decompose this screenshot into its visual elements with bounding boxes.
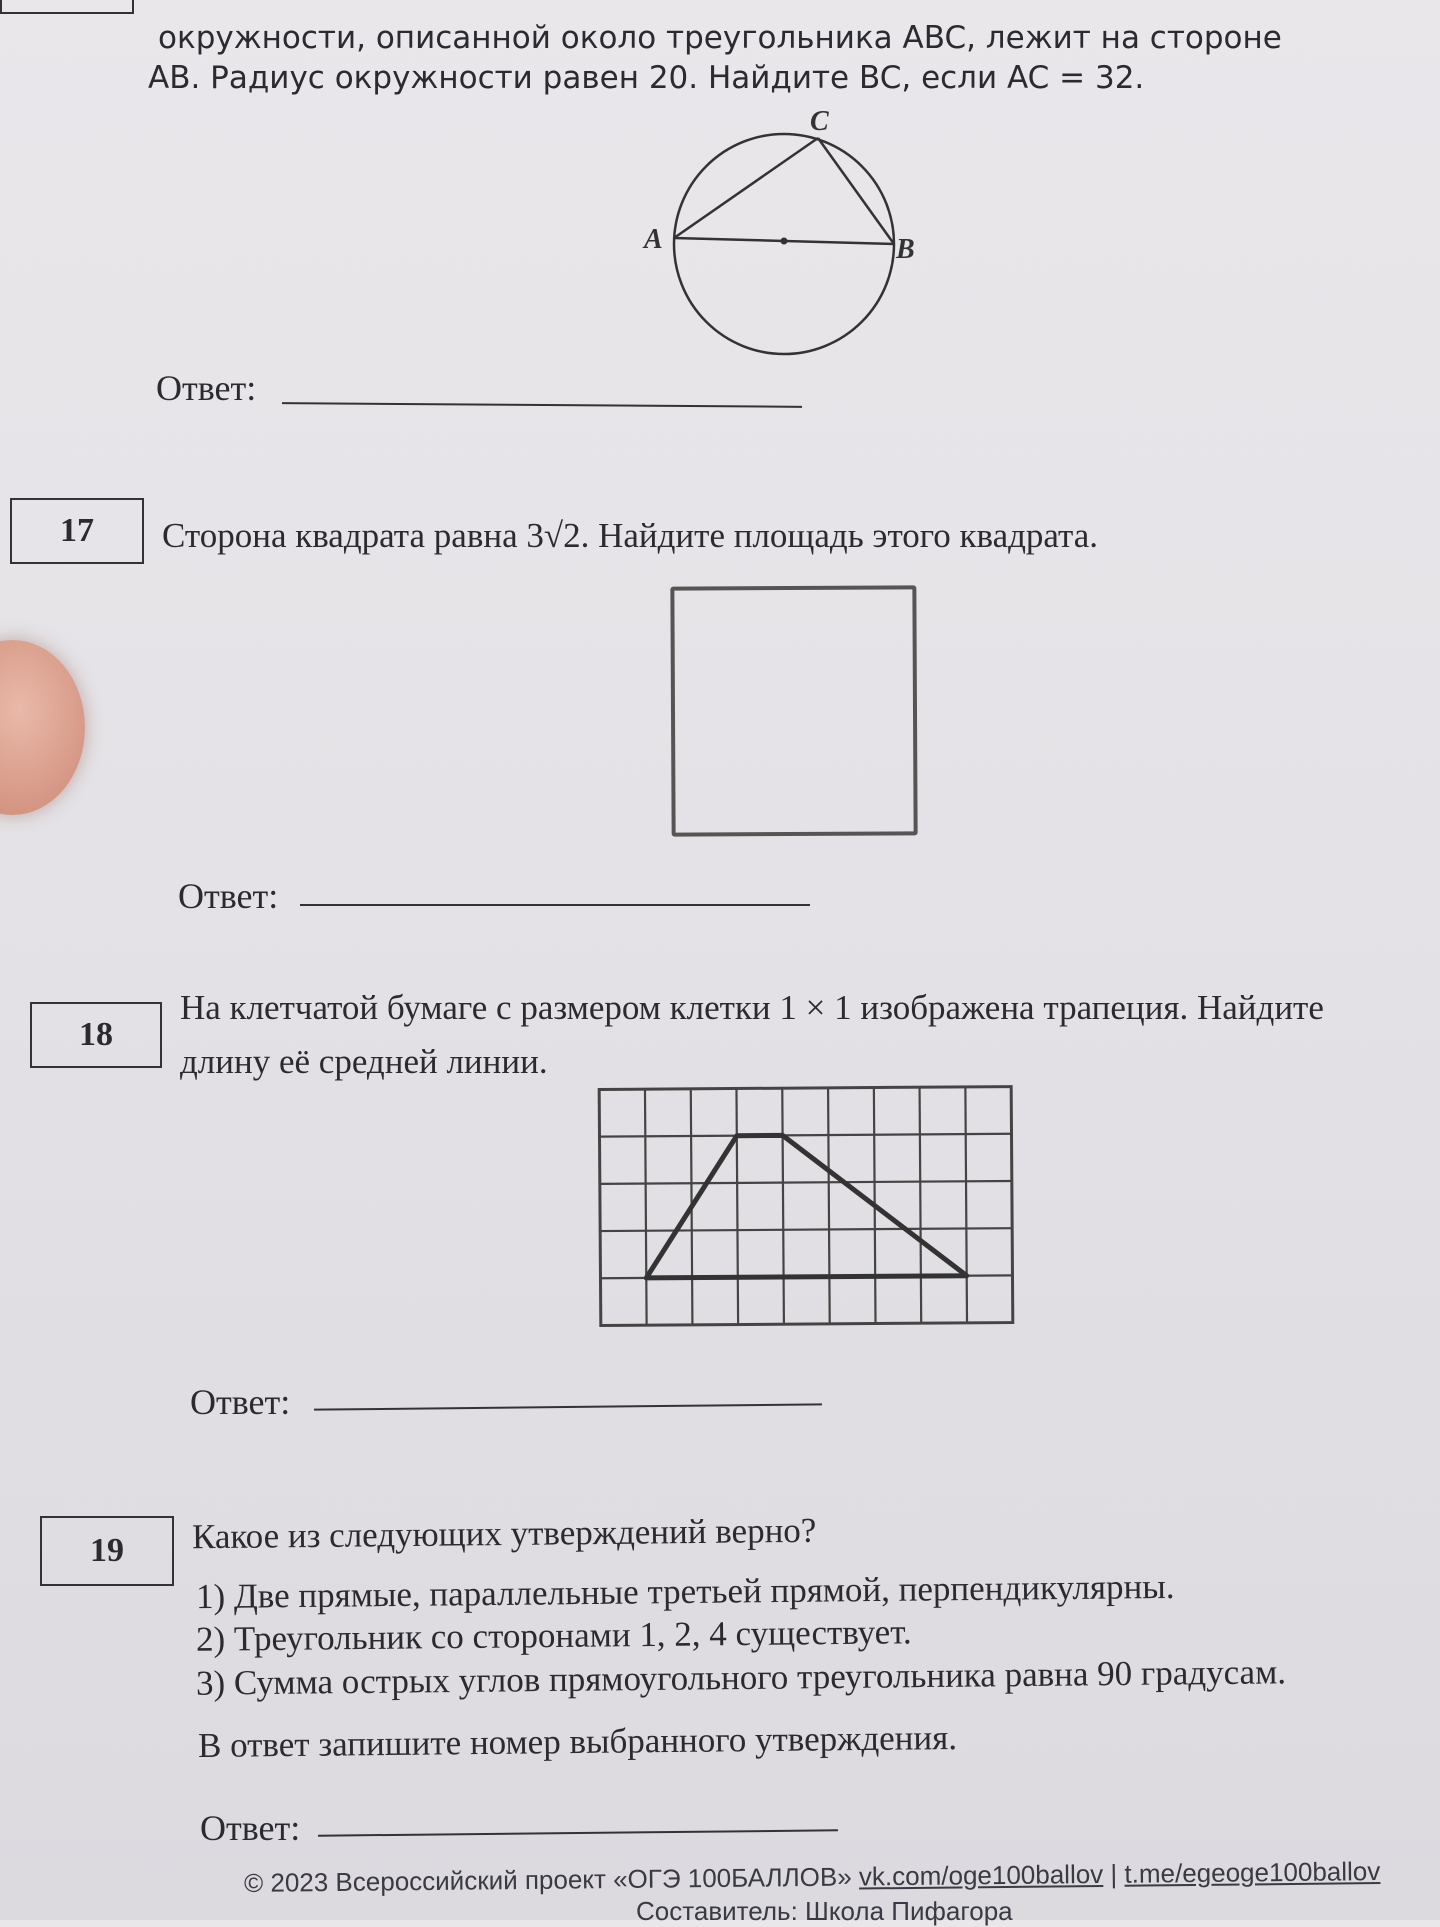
q16-answer-line[interactable] [282, 402, 802, 408]
q19-answer-label: Ответ: [200, 1808, 301, 1848]
q19-option-2: 2) Треугольник со сторонами 1, 2, 4 существует. [195, 1612, 912, 1659]
q18-answer-line[interactable] [314, 1403, 822, 1410]
finger [0, 640, 85, 815]
footer-line2: Составитель: Школа Пифагора [636, 1896, 1013, 1926]
q19-number-box: 19 [40, 1516, 174, 1586]
q18-number-box: 18 [30, 1002, 162, 1068]
prev-number-box [0, 0, 134, 14]
q19-option-3: 3) Сумма острых углов прямоугольного треугольника равна 90 градусам. [195, 1652, 1287, 1703]
label-a: A [644, 224, 663, 255]
footer-separator: | [1110, 1858, 1118, 1889]
q17-answer-label: Ответ: [178, 876, 279, 916]
q19-instruction: В ответ запишите номер выбранного утверждения. [197, 1718, 958, 1765]
q16-answer-label: Ответ: [156, 368, 257, 408]
q17-answer-line[interactable] [300, 904, 810, 906]
q17-number-box: 17 [10, 498, 144, 564]
q19-question: Какое из следующих утверждений верно? [191, 1510, 817, 1557]
q16-line1: окружности, описанной около треугольника ABC, лежит на стороне [158, 20, 1282, 56]
q18-answer-label: Ответ: [190, 1382, 291, 1422]
footer-link-vk[interactable]: vk.com/oge100ballov [858, 1858, 1104, 1892]
q17-text: Сторона квадрата равна 3√2. Найдите площадь этого квадрата. [162, 516, 1099, 555]
footer-link-telegram[interactable]: t.me/egeoge100ballov [1124, 1856, 1381, 1889]
q16-circle-figure [630, 96, 920, 366]
q18-line2: длину её средней линии. [180, 1042, 548, 1081]
label-c: C [810, 106, 829, 137]
label-b: B [896, 234, 915, 265]
q19-option-1: 1) Две прямые, параллельные третьей прямой, перпендикулярны. [195, 1566, 1175, 1617]
q19-answer-line[interactable] [318, 1829, 838, 1836]
footer [244, 1856, 1381, 1899]
q18-grid-figure [595, 1083, 1021, 1332]
q18-line1: На клетчатой бумаге с размером клетки 1 × 1 изображена трапеция. Найдите [180, 988, 1324, 1027]
footer-prefix: © 2023 Всероссийский проект «ОГЭ 100БАЛЛОВ» [243, 1861, 852, 1898]
q17-square-figure [670, 585, 917, 836]
q16-line2: AB. Радиус окружности равен 20. Найдите BC, если AC = 32. [148, 60, 1145, 96]
